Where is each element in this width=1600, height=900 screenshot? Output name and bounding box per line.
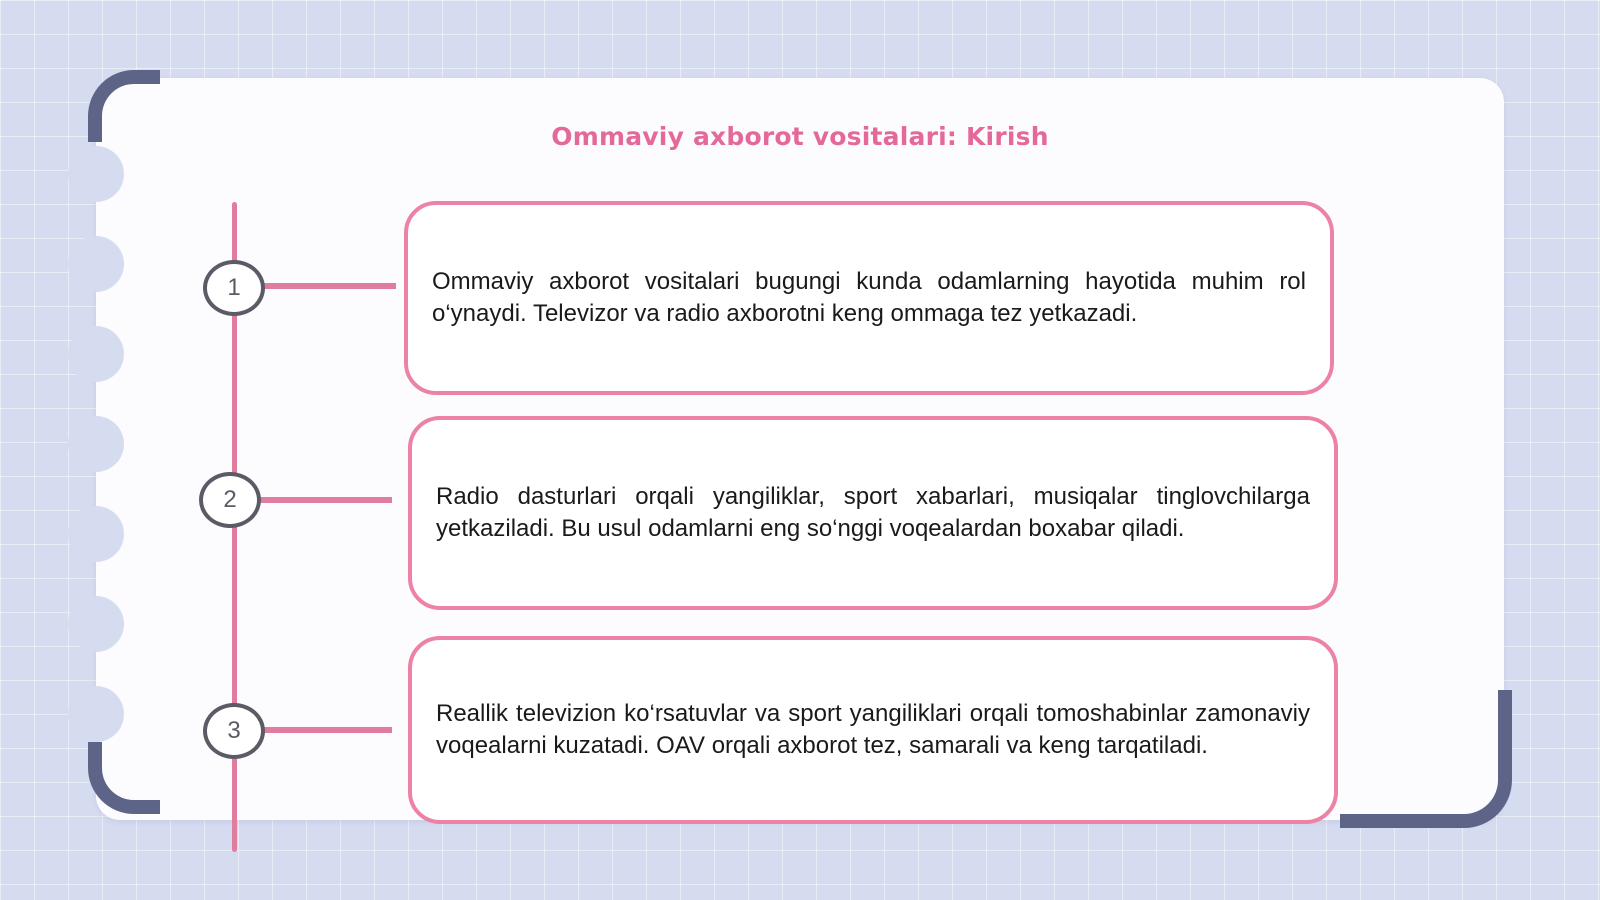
notebook-hole bbox=[68, 596, 124, 652]
timeline-connector bbox=[258, 497, 392, 503]
notebook-hole bbox=[68, 236, 124, 292]
timeline-marker: 1 bbox=[203, 260, 265, 316]
notebook-hole bbox=[68, 326, 124, 382]
notebook-hole bbox=[68, 506, 124, 562]
corner-bracket-bottom-right bbox=[1340, 690, 1512, 828]
timeline-card-text: Radio dasturlari orqali yangiliklar, sport xabarlari, musiqalar tinglovchilarga yetkaziladi. Bu usul odamlarni eng so‘nggi voqealardan boxabar qiladi. bbox=[436, 483, 1310, 542]
timeline-card bbox=[404, 201, 1334, 395]
notebook-hole bbox=[68, 686, 124, 742]
timeline-card bbox=[408, 416, 1338, 610]
notebook-hole bbox=[68, 416, 124, 472]
notebook-hole bbox=[68, 146, 124, 202]
timeline-card bbox=[408, 636, 1338, 824]
timeline-connector bbox=[262, 283, 396, 289]
timeline-card-text: Ommaviy axborot vositalari bugungi kunda odamlarning hayotida muhim rol o‘ynaydi. Televizor va radio axborotni keng ommaga tez yetkazadi. bbox=[432, 268, 1306, 327]
timeline-marker: 2 bbox=[199, 472, 261, 528]
timeline-connector bbox=[262, 727, 392, 733]
timeline-marker: 3 bbox=[203, 703, 265, 759]
timeline-card-text: Reallik televizion ko‘rsatuvlar va sport yangiliklari orqali tomoshabinlar zamonaviy voqealarni kuzatadi. OAV orqali axborot tez, samarali va keng tarqatiladi. bbox=[436, 700, 1310, 759]
slide-title: Ommaviy axborot vositalari: Kirish bbox=[551, 122, 1049, 151]
